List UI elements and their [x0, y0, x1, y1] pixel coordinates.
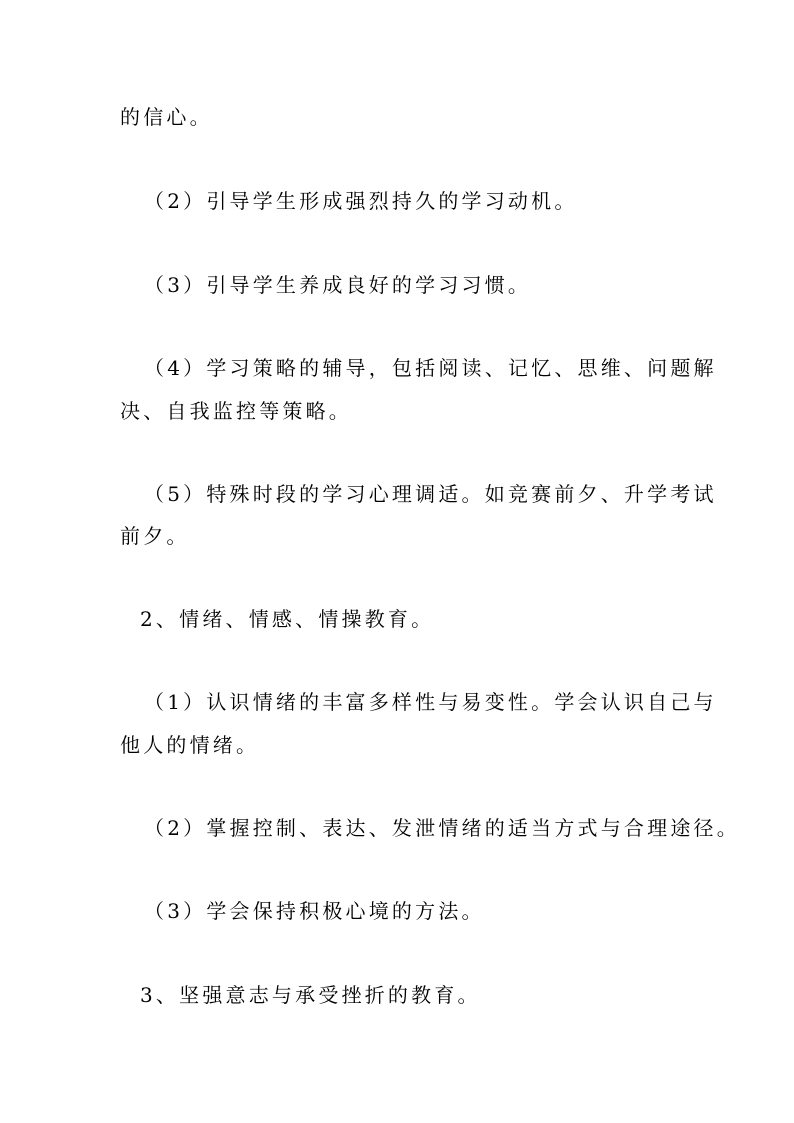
list-item-5-line-2: 前夕。 [120, 524, 190, 548]
list-item-2b: （2）掌握控制、表达、发泄情绪的适当方式与合理途径。 [144, 816, 740, 840]
section-heading-2: 2、情绪、情感、情操教育。 [140, 607, 435, 631]
list-item-1-line-1: （1）认识情绪的丰富多样性与易变性。学会认识自己与 [144, 690, 717, 714]
list-item-5-line-1: （5）特殊时段的学习心理调适。如竞赛前夕、升学考试 [144, 482, 717, 506]
list-item-2: （2）引导学生形成强烈持久的学习动机。 [144, 189, 578, 213]
list-item-3: （3）引导学生养成良好的学习习惯。 [144, 273, 532, 297]
list-item-4-line-2: 决、自我监控等策略。 [120, 399, 352, 423]
paragraph-continuation: 的信心。 [120, 105, 213, 129]
section-heading-3: 3、坚强意志与承受挫折的教育。 [140, 983, 481, 1007]
list-item-4-line-1: （4）学习策略的辅导，包括阅读、记忆、思维、问题解 [144, 356, 717, 380]
list-item-1-line-2: 他人的情绪。 [120, 733, 260, 757]
list-item-3b: （3）学会保持积极心境的方法。 [144, 899, 485, 923]
